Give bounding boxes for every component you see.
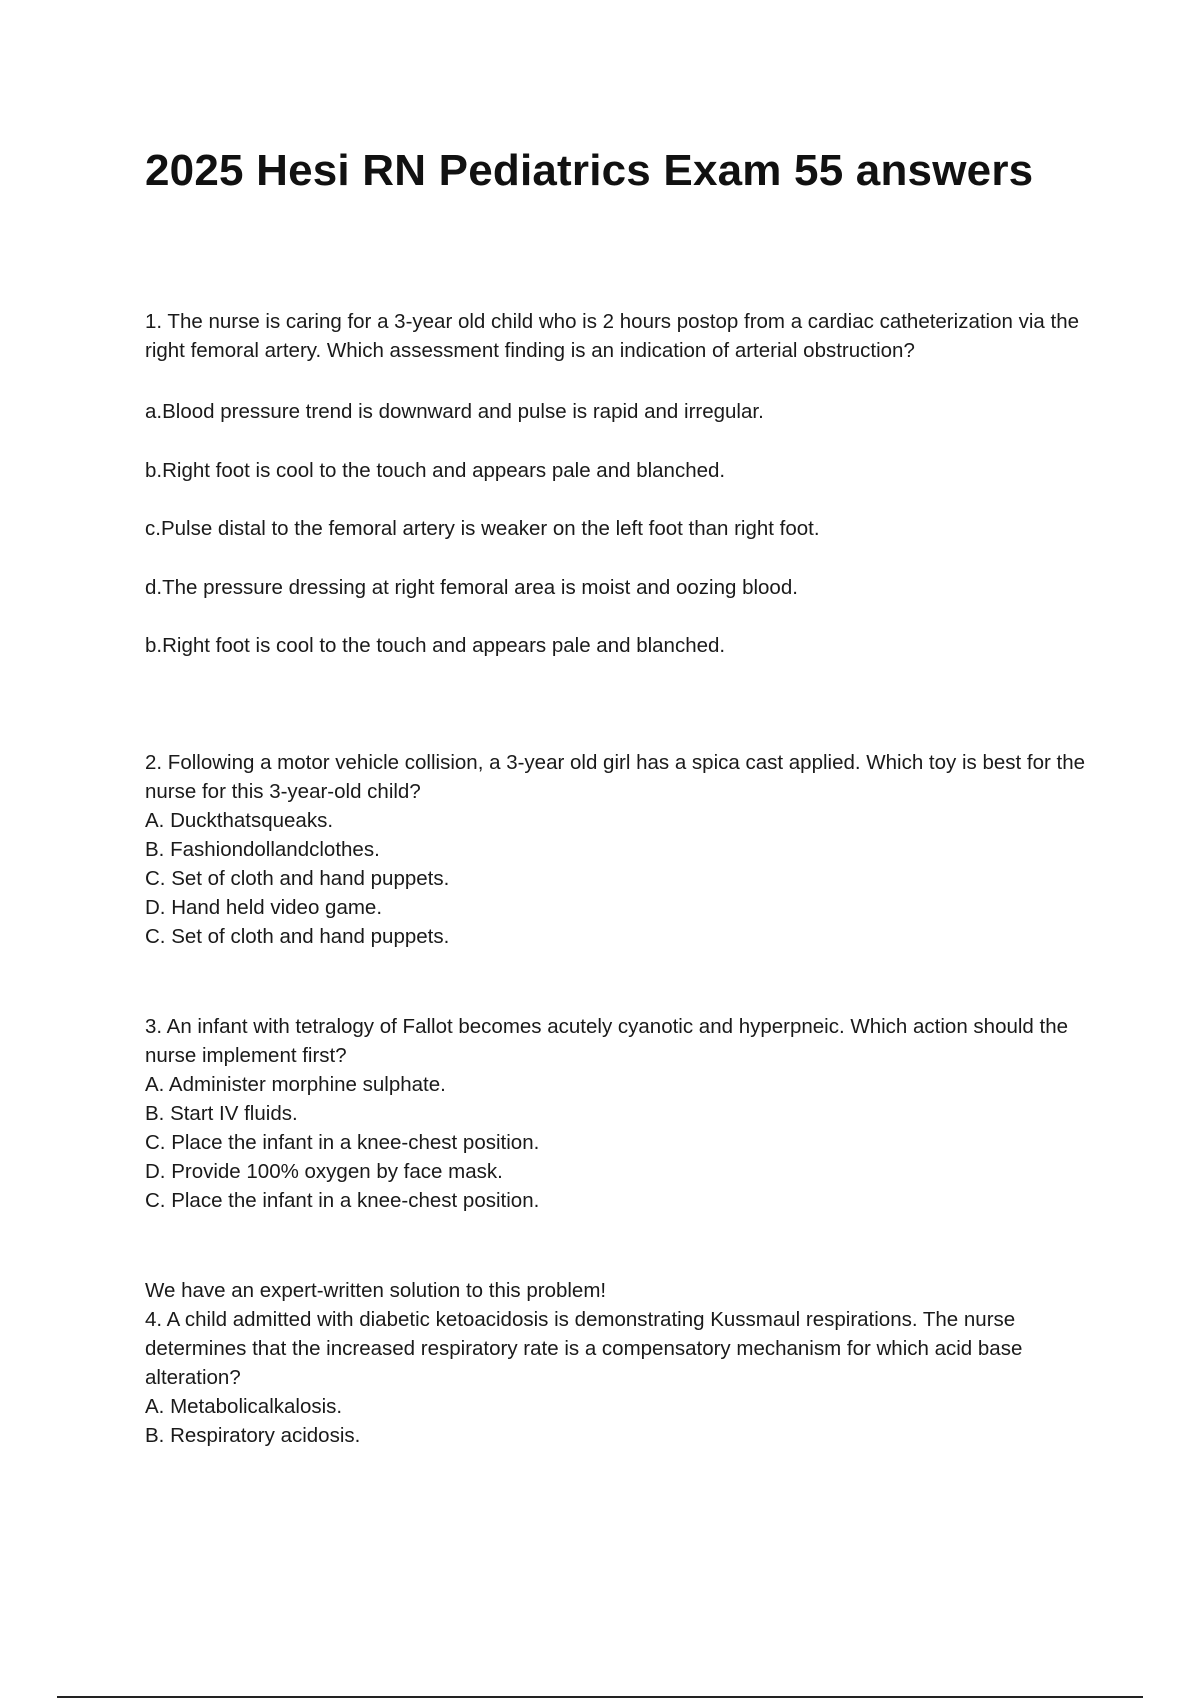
question-stem: 2. Following a motor vehicle collision, a 3-year old girl has a spica cast applied. Which toy is best for the nurse for this 3-year-old child?	[145, 751, 1086, 803]
footer-divider	[57, 1696, 1143, 1698]
option-a: A. Duckthatsqueaks.	[145, 809, 334, 832]
question-1-option-a: a.Blood pressure trend is downward and pulse is rapid and irregular.	[145, 400, 764, 423]
option-c: C. Place the infant in a knee-chest position.	[145, 1131, 540, 1154]
option-b: B. Respiratory acidosis.	[145, 1424, 361, 1447]
question-1-option-c: c.Pulse distal to the femoral artery is weaker on the left foot than right foot.	[145, 517, 820, 540]
question-stem: 1. The nurse is caring for a 3-year old child who is 2 hours postop from a cardiac catheterization via the right femoral artery. Which assessment finding is an indication of arterial obstruction?	[145, 310, 1079, 362]
question-4	[145, 1276, 1095, 1450]
question-3	[145, 1012, 1095, 1215]
question-stem: 3. An infant with tetralogy of Fallot becomes acutely cyanotic and hyperpneic. Which action should the nurse implement first?	[145, 1015, 1069, 1067]
option-b: B. Start IV fluids.	[145, 1102, 298, 1125]
option-b: B. Fashiondollandclothes.	[145, 838, 380, 861]
answer: C. Place the infant in a knee-chest position.	[145, 1189, 540, 1212]
option-d: D. Provide 100% oxygen by face mask.	[145, 1160, 503, 1183]
option-c: C. Set of cloth and hand puppets.	[145, 867, 450, 890]
question-1-option-b: b.Right foot is cool to the touch and appears pale and blanched.	[145, 459, 726, 482]
question-stem: 4. A child admitted with diabetic ketoacidosis is demonstrating Kussmaul respirations. The nurse determines that the increased respiratory rate is a compensatory mechanism for which acid base alteration?	[145, 1308, 1023, 1389]
option-d: D. Hand held video game.	[145, 896, 383, 919]
question-1-option-d: d.The pressure dressing at right femoral area is moist and oozing blood.	[145, 576, 798, 599]
answer: C. Set of cloth and hand puppets.	[145, 925, 450, 948]
solution-note: We have an expert-written solution to this problem!	[145, 1279, 607, 1302]
document-title: 2025 Hesi RN Pediatrics Exam 55 answers	[145, 146, 1034, 195]
option-a: A. Metabolicalkalosis.	[145, 1395, 343, 1418]
question-2	[145, 748, 1095, 951]
question-1-answer: b.Right foot is cool to the touch and appears pale and blanched.	[145, 634, 726, 657]
option-a: A. Administer morphine sulphate.	[145, 1073, 446, 1096]
question-1-stem	[145, 307, 1095, 365]
